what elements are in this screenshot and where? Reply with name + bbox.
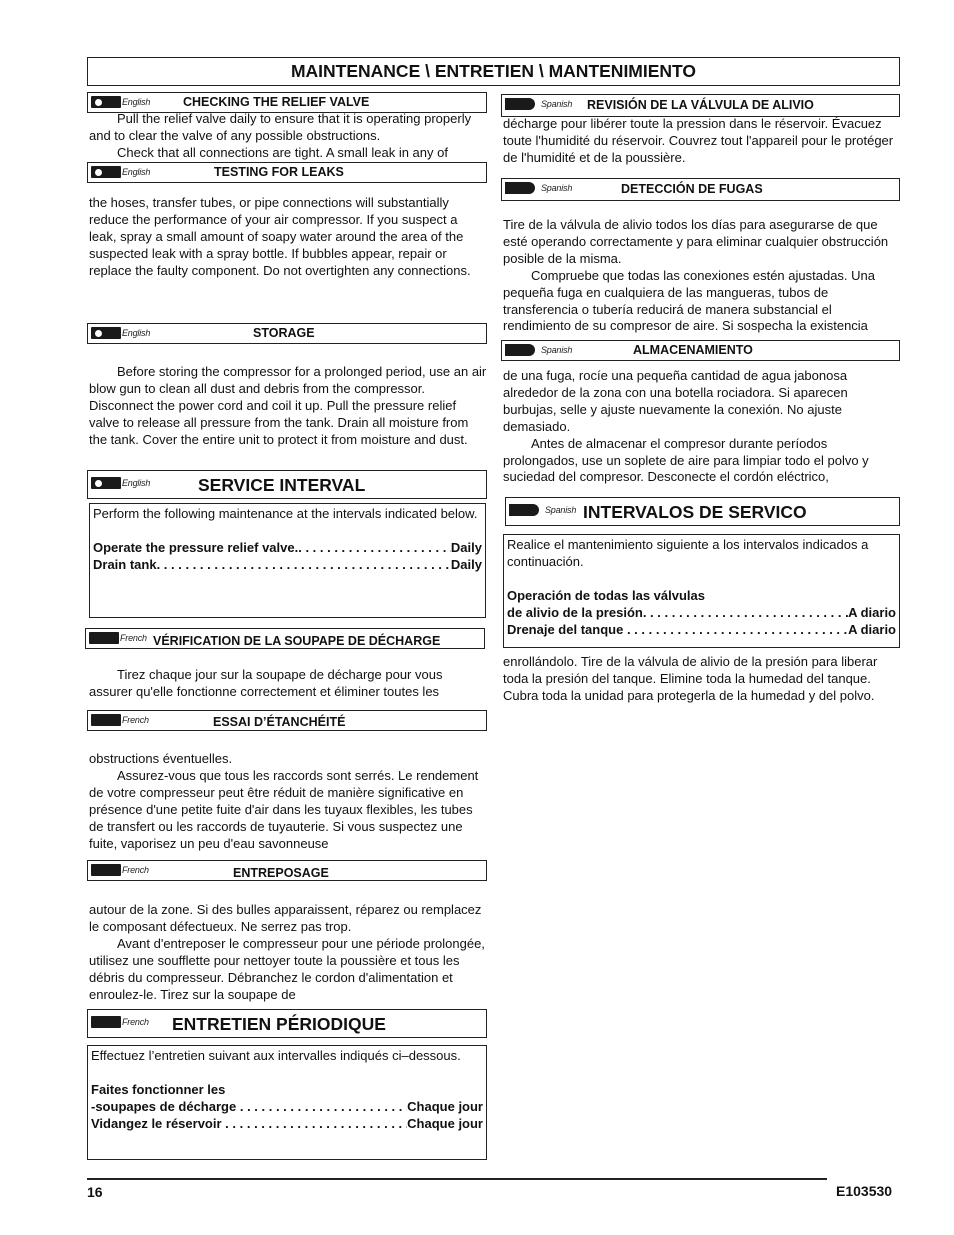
heading-label: VÉRIFICATION DE LA SOUPAPE DE DÉCHARGE [153, 634, 441, 648]
table-row: Vidangez le réservoir . . . Chaque jour [91, 1116, 483, 1133]
es-relief-text: décharge pour libérer toute la pression dans le réservoir. Évacuez toute l'humidité du réservoir. Couvrez tout l'appareil pour le protéger de l'humidité et de la poussière. [503, 116, 894, 165]
table-row: -soupapes de décharge . . . Chaque jour [91, 1099, 483, 1116]
fr-storage-text: autour de la zone. Si des bulles apparaissent, réparez ou remplacez le composant défectueux. Ne serrez pas trop. Avant d'entreposer le compresseur pour une période prolongée, utilisez une soufflette pour nettoyer toute la poussière et tous les débris du compresseur. Débranchez le cordon d'alimentation et enroulez-le. Tirez sur la soupape de [89, 902, 485, 1002]
section-heading-es-leaks [501, 178, 900, 201]
fr-leaks-text: obstructions éventuelles. Assurez-vous que tous les raccords sont serrés. Le rendement de votre compresseur peut être réduit de manière significative en présence d'une petite fuite d'air dans les tuyaux flexibles, les tubes de transfert ou les raccords de tuyauterie. Si vous suspectez une fuite, vaporisez un peu d'eau savonneuse [89, 751, 479, 851]
table-row: de alivio de la presión . . . A diario [507, 605, 896, 622]
en-relief-text: Pull the relief valve daily to ensure that it is operating properly and to clear the valve of any possible obstructions. Check that all connections are tight. A small leak in any of [89, 111, 472, 160]
heading-label: ESSAI D’ÉTANCHÉITÉ [213, 715, 346, 729]
spanish-flag-icon: Spanish [505, 98, 567, 111]
heading-label: ENTRETIEN PÉRIODIQUE [172, 1014, 386, 1034]
spanish-flag-icon: Spanish [505, 344, 567, 357]
en-leaks-text: the hoses, transfer tubes, or pipe connections will substantially reduce the performance of your air compressor. If you suspect a leak, spray a small amount of soapy water around the area of the suspected leak with a spray bottle. If bubbles appear, repair or replace the faulty component. Do not overtighten any connections. [89, 195, 471, 278]
french-flag-icon: French [91, 864, 153, 877]
english-flag-icon: English [91, 96, 153, 109]
es-service-table: Realice el mantenimiento siguiente a los intervalos indicados a continuación. Operación de todas las válvulas de alivio de la presión . . . A diario Drenaje del tanque . . . A diario [503, 534, 900, 648]
section-heading-en-storage [87, 323, 487, 344]
page-number: 16 [87, 1184, 103, 1200]
section-heading-es-storage [501, 340, 900, 361]
spanish-flag-icon: Spanish [505, 182, 567, 195]
fr-service-table: Effectuez l’entretien suivant aux intervalles indiqués ci–dessous. Faites fonctionner les -soupapes de décharge . . . Chaque jour Vidangez le réservoir . . . Chaque jour [87, 1045, 487, 1160]
section-heading-fr-service [87, 1009, 487, 1038]
en-storage-text: Before storing the compressor for a prolonged period, use an air blow gun to clean all dust and debris from the compressor. Disconnect the power cord and coil it up. Pull the pressure relief valve to release all pressure from the tank. Drain all moisture from the tank. Cover the entire unit to protect it from moisture and dust. [89, 364, 487, 447]
french-flag-icon: French [89, 632, 151, 645]
page-title: MAINTENANCE \ ENTRETIEN \ MANTENIMIENTO [87, 57, 900, 86]
spanish-flag-icon: Spanish [509, 504, 571, 517]
es-leaks-text: Tire de la válvula de alivio todos los días para asegurarse de que esté operando correctamente y para eliminar cualquier obstrucción posible de la misma. Compruebe que todas las conexiones estén ajustadas. Una pequeña fuga en cualquiera de las mangueras, tubos de transferencia o tubería reducirá de manera substancial el rendimiento de su compresor de aire. Si sospecha la existencia [503, 217, 889, 334]
heading-label: TESTING FOR LEAKS [214, 165, 344, 179]
heading-label: CHECKING THE RELIEF VALVE [183, 95, 370, 109]
french-flag-icon: French [91, 1016, 153, 1029]
table-row: Drenaje del tanque . . . A diario [507, 622, 896, 639]
section-heading-es-relief [501, 94, 900, 117]
heading-label: DETECCIÓN DE FUGAS [621, 182, 763, 196]
heading-label: ENTREPOSAGE [233, 866, 329, 880]
heading-label: INTERVALOS DE SERVICO [583, 502, 807, 522]
english-flag-icon: English [91, 166, 153, 179]
footer-rule [87, 1178, 827, 1180]
table-row: Drain tank . . . Daily [93, 557, 482, 574]
section-heading-en-leaks [87, 162, 487, 183]
section-heading-es-service [505, 497, 900, 526]
heading-label: REVISIÓN DE LA VÁLVULA DE ALIVIO [587, 98, 814, 112]
es-service-after-text: enrollándolo. Tire de la válvula de alivio de la presión para liberar toda la presión del tanque. Elimine toda la humedad del tanque. Cubra toda la unidad para protegerla de la humedad y del polvo. [503, 654, 878, 703]
section-heading-fr-storage [87, 860, 487, 881]
section-heading-fr-relief [85, 628, 485, 649]
heading-label: ALMACENAMIENTO [633, 343, 753, 357]
section-heading-en-relief [87, 92, 487, 113]
heading-label: SERVICE INTERVAL [198, 475, 366, 495]
es-storage-text: de una fuga, rocíe una pequeña cantidad de agua jabonosa alrededor de la zona con una botella rociadora. Si aparecen burbujas, selle y ajuste nuevamente la conexión. No ajuste demasiado. Antes de almacenar el compresor durante períodos prolongados, use un soplete de aire para limpiar todo el polvo y suciedad del compresor. Desconecte el cordón eléctrico, [503, 368, 869, 485]
heading-label: STORAGE [253, 326, 315, 340]
section-heading-en-service [87, 470, 487, 499]
section-heading-fr-leaks [87, 710, 487, 731]
document-number: E103530 [836, 1183, 893, 1199]
english-flag-icon: English [91, 327, 153, 340]
en-service-table: Perform the following maintenance at the intervals indicated below. Operate the pressure relief valve. . . . Daily Drain tank . . . Daily [89, 503, 486, 618]
english-flag-icon: English [91, 477, 153, 490]
fr-relief-text: Tirez chaque jour sur la soupape de décharge pour vous assurer qu'elle fonctionne correctement et éliminer toutes les [89, 667, 443, 699]
table-row: Operate the pressure relief valve. . . . Daily [93, 540, 482, 557]
french-flag-icon: French [91, 714, 153, 727]
